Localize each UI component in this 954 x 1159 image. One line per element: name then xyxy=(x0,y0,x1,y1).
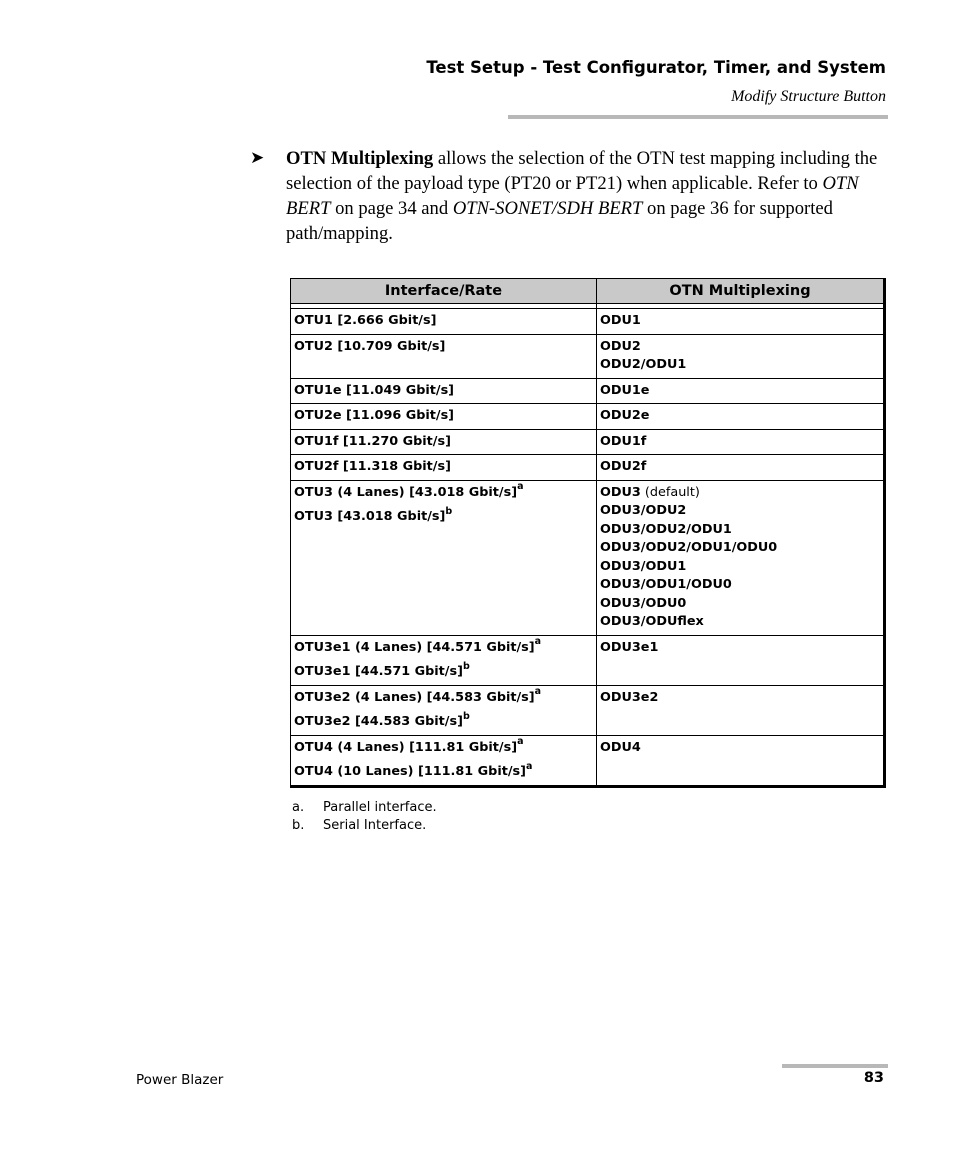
page-number: 83 xyxy=(863,1070,884,1086)
term-bold: OTN Multiplexing xyxy=(286,148,434,169)
interface-rate-line xyxy=(294,760,593,782)
interface-rate-text: OTU3 (4 Lanes) [43.018 Gbit/s] xyxy=(294,484,518,500)
interface-rate-line xyxy=(294,458,593,477)
multiplexing-value: ODU1 xyxy=(600,313,641,328)
multiplexing-line xyxy=(600,484,880,503)
link-otn-bert[interactable]: OTN BERT xyxy=(286,173,859,219)
intro-paragraph xyxy=(286,146,892,246)
cell-otn-multiplexing xyxy=(597,635,885,685)
para-text-3: on page 36 for supported path/mapping. xyxy=(286,198,833,244)
cell-interface-rate xyxy=(291,429,597,455)
multiplexing-line xyxy=(600,613,880,632)
multiplexing-line xyxy=(600,558,880,577)
multiplexing-line xyxy=(600,576,880,595)
footnote-text: Parallel interface. xyxy=(323,800,437,815)
interface-rate-line xyxy=(294,407,593,426)
multiplexing-line xyxy=(600,595,880,614)
para-text-2: on page 34 and xyxy=(330,198,453,219)
interface-rate-line xyxy=(294,481,593,503)
page-header-subtitle: Modify Structure Button xyxy=(731,88,886,105)
footnote-reference: a xyxy=(534,686,542,698)
multiplexing-line xyxy=(600,458,880,477)
table-row xyxy=(291,334,885,378)
cell-interface-rate xyxy=(291,378,597,404)
interface-rate-line xyxy=(294,505,593,527)
table-row xyxy=(291,455,885,481)
footnote-reference: a xyxy=(525,760,533,772)
multiplexing-value: ODU2f xyxy=(600,459,647,474)
multiplexing-value: ODU2/ODU1 xyxy=(600,357,687,372)
multiplexing-line xyxy=(600,338,880,357)
cell-interface-rate xyxy=(291,334,597,378)
multiplexing-value: ODU1f xyxy=(600,433,647,449)
footnote-a xyxy=(292,800,437,815)
interface-rate-line xyxy=(294,433,593,452)
multiplexing-line xyxy=(600,502,880,521)
multiplexing-line xyxy=(600,739,880,758)
cell-interface-rate xyxy=(291,735,597,786)
table-row xyxy=(291,404,885,430)
table-row xyxy=(291,735,885,786)
footnote-text: Serial Interface. xyxy=(323,818,427,833)
multiplexing-value: ODU3/ODU2/ODU1/ODU0 xyxy=(600,540,778,555)
multiplexing-line xyxy=(600,312,880,331)
arrow-bullet-icon: ➤ xyxy=(250,148,265,168)
cell-interface-rate xyxy=(291,309,597,335)
table-row xyxy=(291,685,885,735)
interface-rate-text: OTU3e1 (4 Lanes) [44.571 Gbit/s] xyxy=(294,639,535,655)
interface-rate-line xyxy=(294,312,593,331)
table-body xyxy=(291,304,885,787)
multiplexing-value: ODU3/ODU2 xyxy=(600,503,687,518)
multiplexing-value: ODU3e2 xyxy=(600,689,659,705)
multiplexing-line xyxy=(600,382,880,401)
cell-otn-multiplexing xyxy=(597,455,885,481)
column-header-otn-multiplexing: OTN Multiplexing xyxy=(597,279,885,304)
multiplexing-line xyxy=(600,433,880,452)
cell-otn-multiplexing xyxy=(597,480,885,635)
link-otn-sonet-sdh-bert[interactable]: OTN-SONET/SDH BERT xyxy=(452,198,643,219)
interface-rate-text: OTU4 (4 Lanes) [111.81 Gbit/s] xyxy=(294,739,518,755)
cell-interface-rate xyxy=(291,404,597,430)
table-row xyxy=(291,309,885,335)
interface-rate-text: OTU2e [11.096 Gbit/s] xyxy=(294,408,455,423)
interface-rate-text: OTU1f [11.270 Gbit/s] xyxy=(294,433,451,449)
multiplexing-value: ODU4 xyxy=(600,739,641,755)
multiplexing-value: ODU3e1 xyxy=(600,639,659,655)
multiplexing-line xyxy=(600,356,880,375)
interface-rate-text: OTU3e2 (4 Lanes) [44.583 Gbit/s] xyxy=(294,689,535,705)
footnote-reference: b xyxy=(445,505,453,517)
interface-rate-line xyxy=(294,382,593,401)
cell-interface-rate xyxy=(291,685,597,735)
otn-multiplexing-table xyxy=(290,278,886,788)
footer-product-name: Power Blazer xyxy=(136,1072,224,1088)
interface-rate-text: OTU3e1 [44.571 Gbit/s] xyxy=(294,664,463,679)
interface-rate-line xyxy=(294,636,593,658)
multiplexing-value: ODU3 xyxy=(600,484,641,500)
cell-interface-rate xyxy=(291,480,597,635)
multiplexing-value: ODU3/ODUflex xyxy=(600,614,704,629)
column-header-interface-rate: Interface/Rate xyxy=(291,279,597,304)
para-text-1: allows the selection of the OTN test mapping including the selection of the payload type (PT20 or PT21) when applicable. Refer to xyxy=(286,148,878,194)
interface-rate-text: OTU4 (10 Lanes) [111.81 Gbit/s] xyxy=(294,764,526,779)
table-row xyxy=(291,378,885,404)
interface-rate-text: OTU2f [11.318 Gbit/s] xyxy=(294,459,451,474)
cell-otn-multiplexing xyxy=(597,378,885,404)
interface-rate-text: OTU1 [2.666 Gbit/s] xyxy=(294,313,437,328)
multiplexing-line xyxy=(600,689,880,708)
cell-otn-multiplexing xyxy=(597,404,885,430)
multiplexing-note: (default) xyxy=(640,484,700,500)
interface-rate-text: OTU3 [43.018 Gbit/s] xyxy=(294,509,446,524)
table-header-row xyxy=(291,279,885,304)
cell-otn-multiplexing xyxy=(597,334,885,378)
footnote-reference: a xyxy=(517,736,524,748)
multiplexing-value: ODU1e xyxy=(600,382,650,398)
multiplexing-value: ODU3/ODU1/ODU0 xyxy=(600,577,732,592)
multiplexing-line xyxy=(600,407,880,426)
cell-otn-multiplexing xyxy=(597,735,885,786)
footnote-reference: b xyxy=(462,710,470,722)
cell-otn-multiplexing xyxy=(597,685,885,735)
cell-interface-rate xyxy=(291,455,597,481)
table-row xyxy=(291,480,885,635)
footer-rule xyxy=(782,1064,888,1068)
interface-rate-text: OTU2 [10.709 Gbit/s] xyxy=(294,338,446,354)
page-header-title: Test Setup - Test Configurator, Timer, and System xyxy=(426,58,886,77)
interface-rate-line xyxy=(294,660,593,682)
footnote-key: a. xyxy=(292,800,305,815)
footnote-b xyxy=(292,818,426,833)
multiplexing-value: ODU2e xyxy=(600,408,650,423)
footnote-reference: a xyxy=(534,636,542,648)
table-row xyxy=(291,429,885,455)
footnote-reference: b xyxy=(462,660,470,672)
multiplexing-line xyxy=(600,639,880,658)
interface-rate-line xyxy=(294,736,593,758)
table-row xyxy=(291,635,885,685)
multiplexing-line xyxy=(600,521,880,540)
interface-rate-text: OTU1e [11.049 Gbit/s] xyxy=(294,382,455,398)
footnote-key: b. xyxy=(292,818,305,833)
interface-rate-text: OTU3e2 [44.583 Gbit/s] xyxy=(294,714,463,729)
cell-otn-multiplexing xyxy=(597,309,885,335)
interface-rate-line xyxy=(294,686,593,708)
multiplexing-value: ODU3/ODU1 xyxy=(600,558,687,574)
multiplexing-line xyxy=(600,539,880,558)
multiplexing-value: ODU3/ODU0 xyxy=(600,595,687,611)
multiplexing-value: ODU2 xyxy=(600,338,641,354)
interface-rate-line xyxy=(294,338,593,357)
multiplexing-value: ODU3/ODU2/ODU1 xyxy=(600,521,732,537)
cell-interface-rate xyxy=(291,635,597,685)
cell-otn-multiplexing xyxy=(597,429,885,455)
interface-rate-line xyxy=(294,710,593,732)
header-rule xyxy=(508,115,888,119)
footnote-reference: a xyxy=(517,481,524,493)
